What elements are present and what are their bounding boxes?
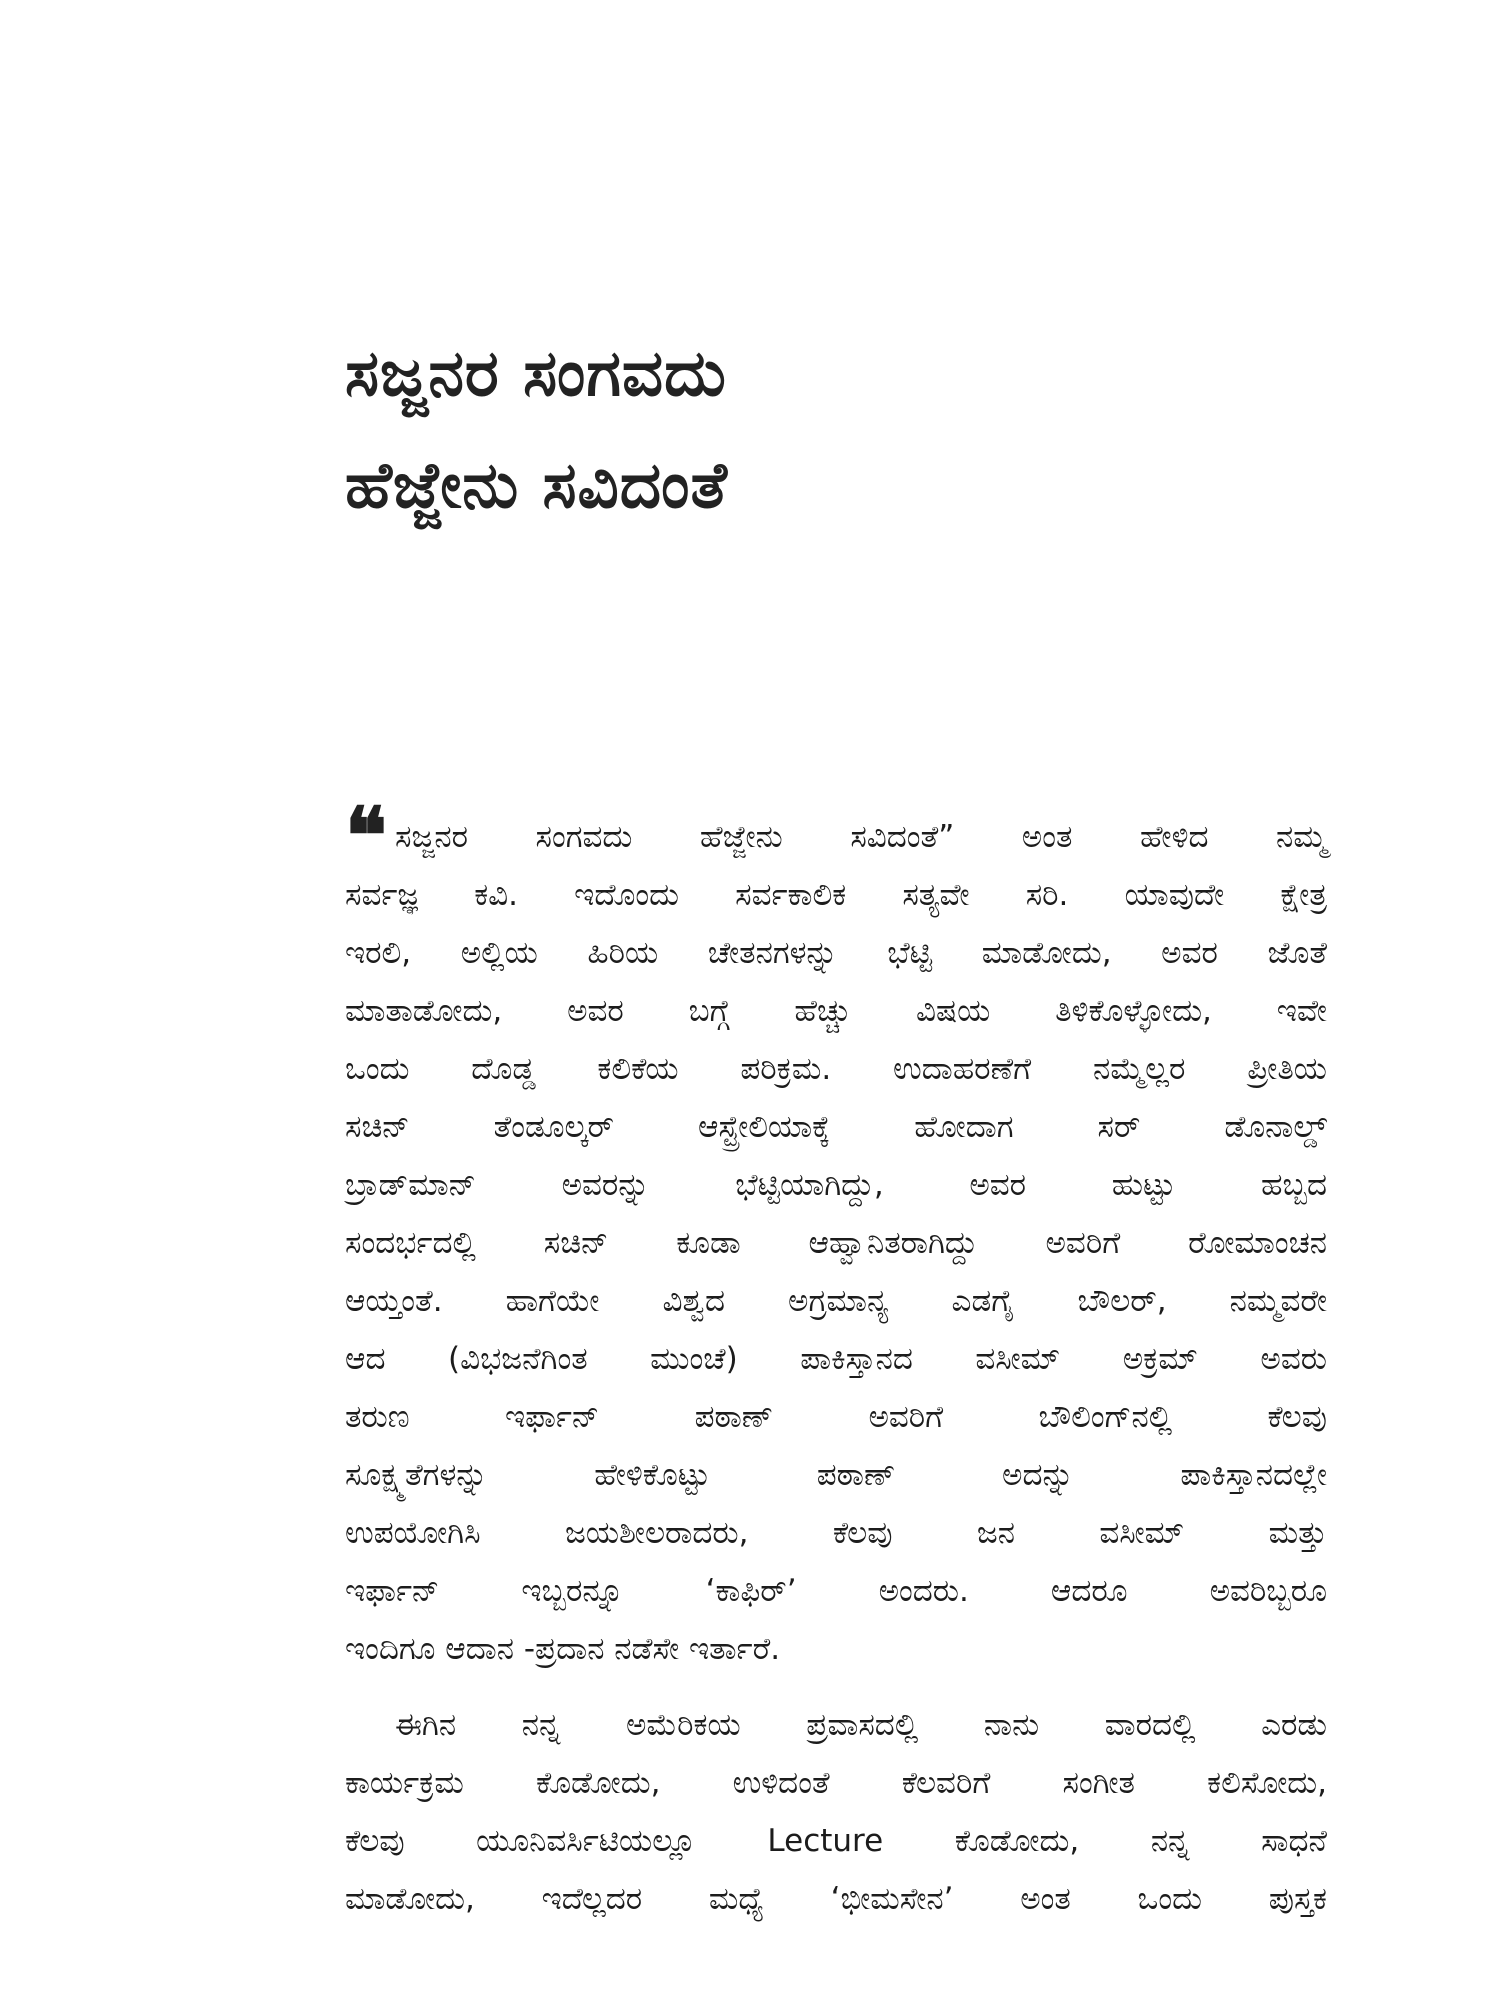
paragraph-line: ಆದ (ವಿಭಜನೆಗಿಂತ ಮುಂಚೆ) ಪಾಕಿಸ್ತಾನದ ವಸೀಮ್ ಅಕ್ರಮ್ ಅವರು	[345, 1341, 1327, 1377]
paragraph-line: ಉಪಯೋಗಿಸಿ ಜಯಶೀಲರಾದರು, ಕೆಲವು ಜನ ವಸೀಮ್ ಮತ್ತು	[345, 1515, 1327, 1551]
paragraph-line: ಒಂದು ದೊಡ್ಡ ಕಲಿಕೆಯ ಪರಿಕ್ರಮ. ಉದಾಹರಣೆಗೆ ನಮ್ಮೆಲ್ಲರ ಪ್ರೀತಿಯ	[345, 1051, 1327, 1087]
paragraph-line: ತರುಣ ಇರ್ಫಾನ್ ಪಠಾಣ್ ಅವರಿಗೆ ಬೌಲಿಂಗ್‌ನಲ್ಲಿ ಕೆಲವು	[345, 1399, 1327, 1435]
paragraph-line: ಈಗಿನ ನನ್ನ ಅಮೆರಿಕಯ ಪ್ರವಾಸದಲ್ಲಿ ನಾನು ವಾರದಲ್ಲಿ ಎರಡು	[395, 1707, 1327, 1743]
paragraph-line: ಕಾರ್ಯಕ್ರಮ ಕೊಡೋದು, ಉಳಿದಂತೆ ಕೆಲವರಿಗೆ ಸಂಗೀತ ಕಲಿಸೋದು,	[345, 1765, 1327, 1801]
paragraph-line: ಇಂದಿಗೂ ಆದಾನ -ಪ್ರದಾನ ನಡೆಸೇ ಇರ್ತಾರೆ.	[345, 1631, 781, 1667]
chapter-title-line-1: ಸಜ್ಜನರ ಸಂಗವದು	[345, 337, 727, 411]
paragraph-line: ಮಾಡೋದು, ಇದೆಲ್ಲದರ ಮಧ್ಯೆ ‘ಭೀಮಸೇನ’ ಅಂತ ಒಂದು ಪುಸ್ತಕ	[345, 1881, 1327, 1917]
paragraph-line: ಬ್ರಾಡ್‌ಮಾನ್ ಅವರನ್ನು ಭೆಟ್ಟಿಯಾಗಿದ್ದು, ಅವರ ಹುಟ್ಟು ಹಬ್ಬದ	[345, 1167, 1327, 1203]
paragraph-line: ಸಜ್ಜನರ ಸಂಗವದು ಹೆಜ್ಜೇನು ಸವಿದಂತೆ” ಅಂತ ಹೇಳಿದ ನಮ್ಮ	[394, 819, 1327, 855]
opening-quote-icon: ❝	[345, 791, 387, 882]
paragraph-line: ಇರಲಿ, ಅಲ್ಲಿಯ ಹಿರಿಯ ಚೇತನಗಳನ್ನು ಭೆಟ್ಟಿ ಮಾಡೋದು, ಅವರ ಜೊತೆ	[345, 935, 1327, 971]
paragraph-line: ಇರ್ಫಾನ್ ಇಬ್ಬರನ್ನೂ ‘ಕಾಫಿರ್’ ಅಂದರು. ಆದರೂ ಅವರಿಬ್ಬರೂ	[345, 1573, 1327, 1609]
paragraph-line: ಸಂದರ್ಭದಲ್ಲಿ ಸಚಿನ್ ಕೂಡಾ ಆಹ್ವಾನಿತರಾಗಿದ್ದು ಅವರಿಗೆ ರೋಮಾಂಚನ	[345, 1225, 1327, 1261]
paragraph-1	[345, 791, 1327, 1678]
paragraph-line: ಮಾತಾಡೋದು, ಅವರ ಬಗ್ಗೆ ಹೆಚ್ಚು ವಿಷಯ ತಿಳಿಕೊಳ್ಳೋದು, ಇವೇ	[345, 993, 1327, 1029]
chapter-title-line-2: ಹೆಜ್ಜೇನು ಸವಿದಂತೆ	[345, 449, 728, 523]
paragraph-line: ಕೆಲವು ಯೂನಿವರ್ಸಿಟಿಯಲ್ಲೂ Lecture ಕೊಡೋದು, ನನ್ನ ಸಾಧನೆ	[345, 1823, 1327, 1859]
paragraph-line: ಸಚಿನ್ ತೆಂಡೂಲ್ಕರ್ ಆಸ್ಟ್ರೇಲಿಯಾಕ್ಕೆ ಹೋದಾಗ ಸರ್ ಡೊನಾಲ್ಡ್	[345, 1109, 1327, 1145]
body-text	[345, 791, 1327, 1928]
paragraph-2	[345, 1696, 1327, 1928]
chapter-title	[345, 318, 1245, 542]
paragraph-line: ಆಯ್ತಂತೆ. ಹಾಗೆಯೇ ವಿಶ್ವದ ಅಗ್ರಮಾನ್ಯ ಎಡಗೈ ಬೌಲರ್, ನಮ್ಮವರೇ	[345, 1283, 1327, 1319]
paragraph-line: ಸೂಕ್ಷ್ಮತೆಗಳನ್ನು ಹೇಳಿಕೊಟ್ಟು ಪಠಾಣ್ ಅದನ್ನು ಪಾಕಿಸ್ತಾನದಲ್ಲೇ	[345, 1457, 1327, 1493]
paragraph-line: ಸರ್ವಜ್ಞ ಕವಿ. ಇದೊಂದು ಸರ್ವಕಾಲಿಕ ಸತ್ಯವೇ ಸರಿ. ಯಾವುದೇ ಕ್ಷೇತ್ರ	[345, 877, 1327, 913]
paragraph-1-line-1	[345, 791, 1327, 882]
